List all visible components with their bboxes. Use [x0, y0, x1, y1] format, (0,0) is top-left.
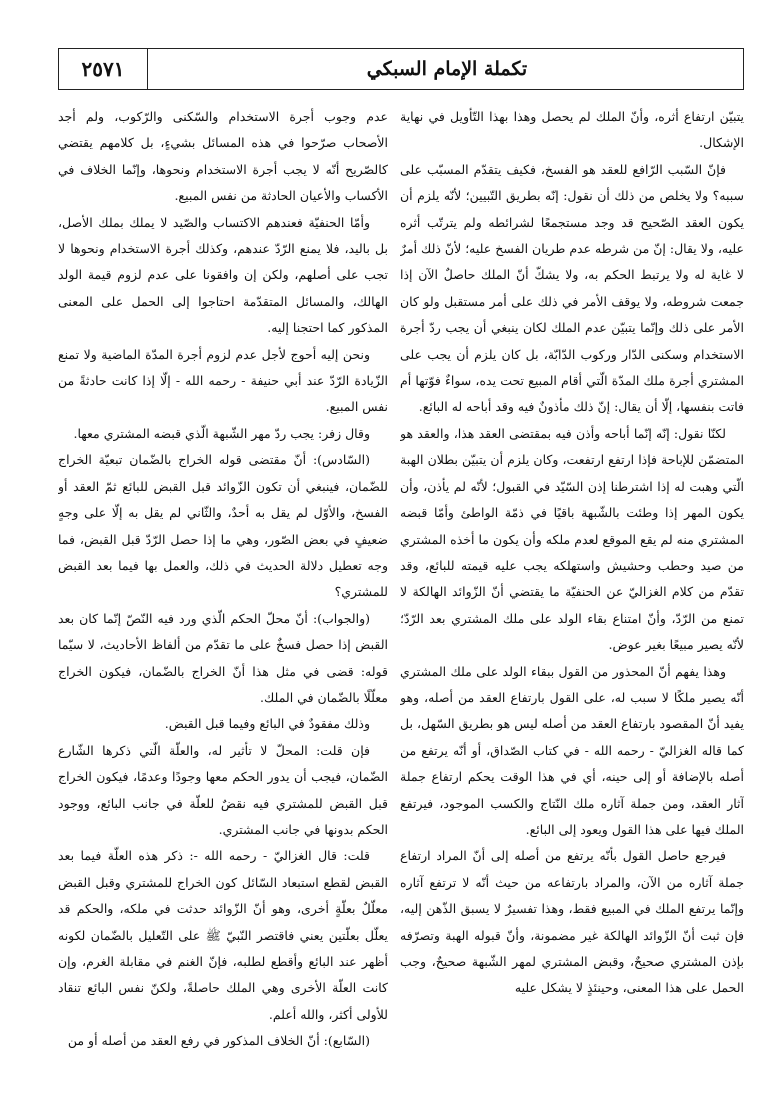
left-column: [58, 104, 388, 1084]
paragraph: وأمّا الحنفيّة فعندهم الاكتساب والصّيد لا يملك بملك الأصل، بل باليد، فلا يمنع الرّدّ عندهم، وكذلك أجرة الاستخدام ونحوها لا تجب على أصلهم، ولكن إن وافقونا على عدم لزوم قيمة الولد الهالك، والمسائل المتقدّمة احتاجوا إلى الحمل على المعنى المذكور كما احتجنا إليه.: [58, 214, 388, 336]
paragraph: فإنّ السّبب الرّافع للعقد هو الفسخ، فكيف يتقدّم المسبّب على سببه؟ ولا يخلص من ذلك أن نقول: إنّه بطريق التّبيين؛ لأنّه يلزم أن يكون العقد الصّحيح قد وجد مستجمعًا لشرائطه ولم يترتّب أثره عليه، ولا يقال: إنّ من شرطه عدم طريان الفسخ عليه؛ لأنّ ذلك أمرٌ لا غاية له ولا يرتبط الحكم به، ولا يشكّ أنّ الملك حاصلٌ الآن إذا جمعت شروطه، ولا يوقف الأمر في ذلك على أمر مستقبل ولو كان الأمر على ذلك وإنّما يتبيّن عدم الملك لكان ينبغي أن يجب ردّ أجرة الاستخدام وسكنى الدّار وركوب الدّابّة، بل كان يلزم أن يجب على المشتري أجرة ملك المدّة الّتي أقام المبيع تحت يده، سواءٌ فوّتها أم فاتت بنفسها، إلّا أن يقال: إنّ ذلك مأذونٌ فيه وقد أباحه له البائع.: [400, 161, 744, 415]
paragraph: يتبيّن ارتفاع أثره، وأنّ الملك لم يحصل وهذا بهذا التّأويل في نهاية الإشكال.: [400, 109, 744, 151]
paragraph: ونحن إليه أحوج لأجل عدم لزوم أجرة المدّة الماضية ولا تمنع الزّيادة الرّدّ عند أبي حنيفة - رحمه الله - إلّا إذا كانت حادثةً من نفس المبيع.: [58, 346, 388, 415]
book-title: تكملة الإمام السبكي: [366, 58, 528, 80]
page-number: ٢٥٧١: [81, 57, 125, 81]
paragraph: قلت: قال الغزاليّ - رحمه الله -: ذكر هذه العلّة فيما بعد القبض لقطع استبعاد السّائل كون الخراج للمشتري وقبل القبض معلّلٌ بعلّةٍ أخرى، وهو أنّ الزّوائد حدثت في ملكه، والحكم قد يعلّل بعلّتين يعني فاقتصر النّبيّ ﷺ على التّعليل بالضّمان لكونه أظهر عند البائع وأقطع لطلبه، فإنّ الغنم في مقابلة الغرم، وإن كانت العلّة الأخرى وهي الملك حاصلةً، ولكنّ نفس البائع تنقاد للأولى أكثر، والله أعلم.: [58, 848, 388, 1022]
header-divider: [147, 49, 148, 89]
paragraph: وذلك مفقودٌ في البائع وفيما قبل القبض.: [164, 716, 370, 732]
right-column: [400, 104, 744, 1084]
page-header: [58, 48, 744, 90]
paragraph: لكنّا نقول: إنّه إنّما أباحه وأذن فيه بمقتضى العقد هذا، والعقد هو المتضمّن للإباحة فإذا ارتفع ارتفعت، وكان يلزم أن يتبيّن بطلان الهبة الّتي وهبت له إذا اشترطنا إذن السّيّد في القبول؛ لأنّه لم يأذن، وأن يكون المهر إذا وطئت بالشّبهة باقيًا في ذمّة الواطئ وأمّا قبضه المشتري منه لم يقع الموقع لعدم ملكه وأن يكون ما أخذه المشتري من صيد وحطب وحشيش واستهلكه يجب عليه قيمته للبائع، وقد تقدّم من كلام الغزاليّ عن الحنفيّة ما يقتضي أنّ الزّوائد الهالكة لا تمنع من الرّدّ، وأنّ امتناع بقاء الولد على ملك المشتري بعد الرّدّ؛ لأنّه يصير مبيعًا بغير عوض.: [400, 425, 744, 653]
paragraph: عدم وجوب أجرة الاستخدام والسّكنى والرّكوب، ولم أجد الأصحاب صرّحوا في هذه المسائل بشيءٍ، بل كلامهم يقتضي كالصّريح أنّه لا يجب أجرة الاستخدام ونحوها، وإنّما الخلاف في الأكساب والأعيان الحادثة من نفس المبيع.: [58, 109, 388, 204]
paragraph: (والجواب): أنّ محلّ الحكم الّذي ورد فيه النّصّ إنّما كان بعد القبض إذا حصل فسخٌ على ما تقدّم من ألفاظ الأحاديث، لا سيّما قوله: قضى في مثل هذا أنّ الخراج بالضّمان، فيكون الخراج معلّلًا بالضّمان في الملك.: [58, 610, 388, 705]
paragraph: وهذا يفهم أنّ المحذور من القول ببقاء الولد على ملك المشتري أنّه يصير ملكًا لا سبب له، على القول بارتفاع العقد من أصله، وهو يفيد أنّ المقصود بارتفاع العقد من أصله ليس هو بطريق السّهل، بل كما قاله الغزاليّ - رحمه الله - في كتاب الصّداق، أو أنّه يرتفع من أصله بالإضافة أو إلى حينه، أي في هذا الوقت يحكم ارتفاع جملة آثار العقد، ومن جملة آثاره ملك النّتاج والكسب الموجود، فيرتفع الملك فيها على هذا القول ويعود إلى البائع.: [400, 663, 744, 837]
paragraph: وقال زفر: يجب ردّ مهر الشّبهة الّذي قبضه المشتري معها.: [73, 425, 370, 441]
paragraph: (السّابع): أنّ الخلاف المذكور في رفع العقد من أصله أو من: [67, 1033, 370, 1049]
paragraph: فيرجع حاصل القول بأنّه يرتفع من أصله إلى أنّ المراد ارتفاع جملة آثاره من الآن، والمراد بارتفاعه من حيث أنّه لا ترتفع آثاره وإنّما يرتفع الملك في المبيع فقط، وهذا تفسيرٌ لا يسبق الذّهن إليه، فإن ثبت أنّ الزّوائد الهالكة غير مضمونة، وأنّ قبوله الهبة وتصرّفه بإذن المشتري صحيحٌ، وقبض المشتري لمهر الشّبهة صحيحٌ، وجب الحمل على هذا المعنى، وحينئذٍ لا يشكل عليه: [400, 848, 744, 996]
paragraph: (السّادس): أنّ مقتضى قوله الخراج بالضّمان تبعيّة الخراج للضّمان، فينبغي أن تكون الزّوائد قبل القبض للبائع ثمّ العقد أو الفسخ، والأوّل لم يقل به أحدٌ، والثّاني لم يقل به إلّا على وجهٍ ضعيفٍ في بعض الصّور، وهي ما إذا حصل الرّدّ قبل القبض، فما وجه تعطيل دلالة الحديث في ذلك، والعمل بها فيما بعد القبض للمشتري؟: [58, 452, 388, 600]
paragraph: فإن قلت: المحلّ لا تأثير له، والعلّة الّتي ذكرها الشّارع الضّمان، فيجب أن يدور الحكم معها وجودًا وعدمًا، فيكون الخراج قبل القبض للمشتري فيه نقضٌ للعلّة في جانب البائع، ووجود الحكم بدونها في جانب المشتري.: [58, 742, 388, 837]
